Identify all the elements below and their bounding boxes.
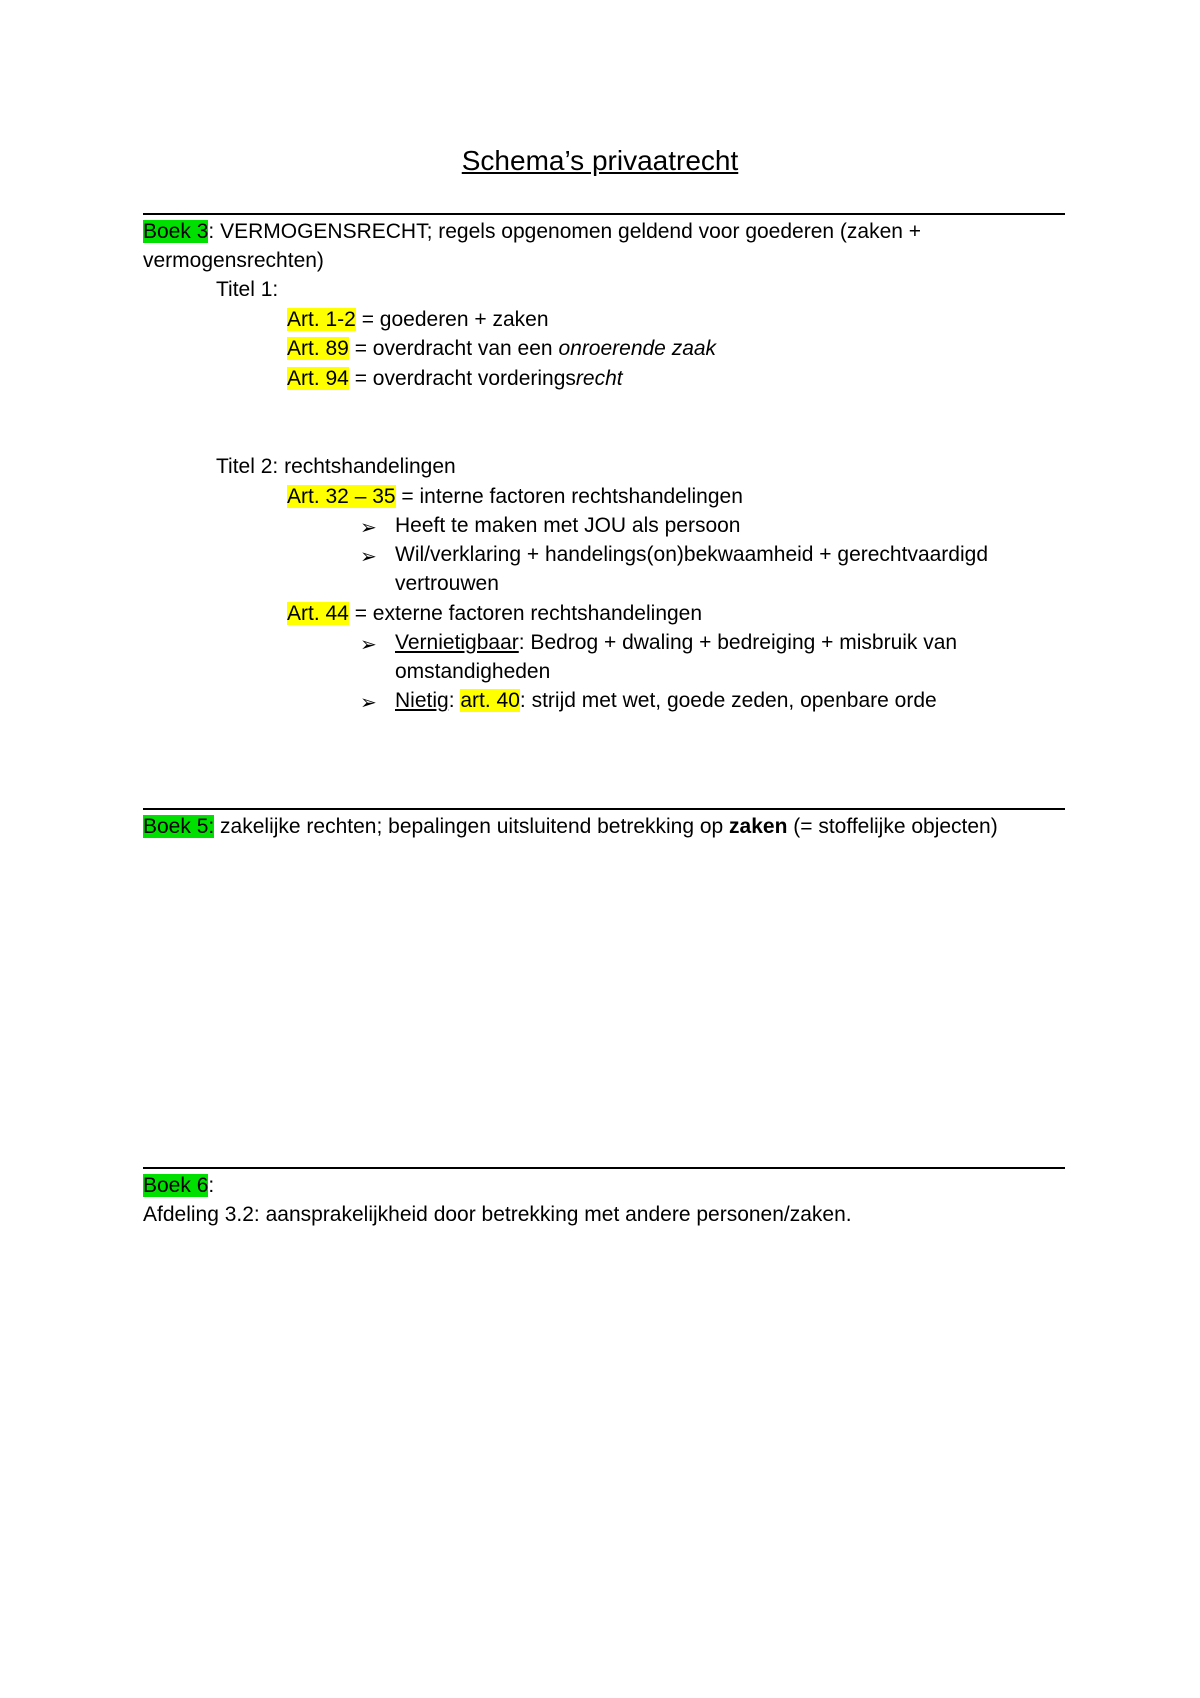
boek3-label: Boek 3	[143, 220, 209, 243]
titel1-article	[287, 367, 623, 391]
boek3-sep: :	[208, 220, 215, 243]
arrow-bullet-icon: ➢	[360, 546, 377, 568]
arrow-bullet-icon: ➢	[360, 634, 377, 656]
boek3-text: VERMOGENSRECHT; regels opgenomen geldend voor goederen (zaken +	[214, 220, 922, 243]
list-item-cont: vertrouwen	[395, 572, 499, 595]
article-ref: Art. 89	[287, 337, 349, 360]
titel1-heading: Titel 1:	[216, 278, 279, 301]
boek6-line	[143, 1174, 214, 1198]
boek5-text: zakelijke rechten; bepalingen uitsluitend betrekking op	[214, 815, 730, 838]
boek3-line	[143, 220, 921, 244]
arrow-bullet-icon: ➢	[360, 692, 377, 714]
article-text: = goederen + zaken	[355, 308, 549, 331]
article-text: = externe factoren rechtshandelingen	[348, 602, 703, 625]
titel1-article	[287, 337, 716, 361]
boek5-bold: zaken	[729, 815, 788, 838]
article-ref: art. 40	[460, 689, 520, 712]
list-item	[395, 689, 937, 713]
article-text: = interne factoren rechtshandelingen	[395, 485, 743, 508]
vernietigbaar-text: : Bedrog + dwaling + bedreiging + misbruik van	[518, 631, 958, 654]
boek6-label: Boek 6	[143, 1174, 209, 1197]
nietig-sep: :	[448, 689, 461, 712]
article-ref: Art. 44	[287, 602, 349, 625]
article-italic: onroerende zaak	[558, 337, 717, 360]
section-divider	[143, 808, 1065, 810]
list-item-cont: omstandigheden	[395, 660, 551, 683]
section-divider	[143, 213, 1065, 215]
boek6-sep: :	[208, 1174, 215, 1197]
titel2-article	[287, 485, 743, 509]
nietig-text: : strijd met wet, goede zeden, openbare orde	[519, 689, 937, 712]
titel2-article	[287, 602, 702, 626]
vernietigbaar-label: Vernietigbaar	[395, 631, 519, 654]
nietig-label: Nietig	[395, 689, 449, 712]
afdeling-line: Afdeling 3.2: aansprakelijkheid door betrekking met andere personen/zaken.	[143, 1203, 852, 1226]
titel1-article	[287, 308, 549, 332]
boek5-line	[143, 815, 998, 839]
boek5-text-end: (= stoffelijke objecten)	[787, 815, 998, 838]
boek5-label: Boek 5:	[143, 815, 215, 838]
article-text: = overdracht vorderings	[348, 367, 576, 390]
article-ref: Art. 1-2	[287, 308, 356, 331]
arrow-bullet-icon: ➢	[360, 517, 377, 539]
list-item: Heeft te maken met JOU als persoon	[395, 514, 741, 537]
article-ref: Art. 32 – 35	[287, 485, 396, 508]
article-ref: Art. 94	[287, 367, 349, 390]
article-text: = overdracht van een	[348, 337, 559, 360]
titel2-heading: Titel 2: rechtshandelingen	[216, 455, 456, 478]
list-item	[395, 631, 957, 655]
boek3-line-cont: vermogensrechten)	[143, 249, 324, 272]
document-title: Schema’s privaatrecht	[461, 145, 739, 176]
article-italic: recht	[575, 367, 623, 390]
section-divider	[143, 1167, 1065, 1169]
list-item: Wil/verklaring + handelings(on)bekwaamheid + gerechtvaardigd	[395, 543, 988, 566]
